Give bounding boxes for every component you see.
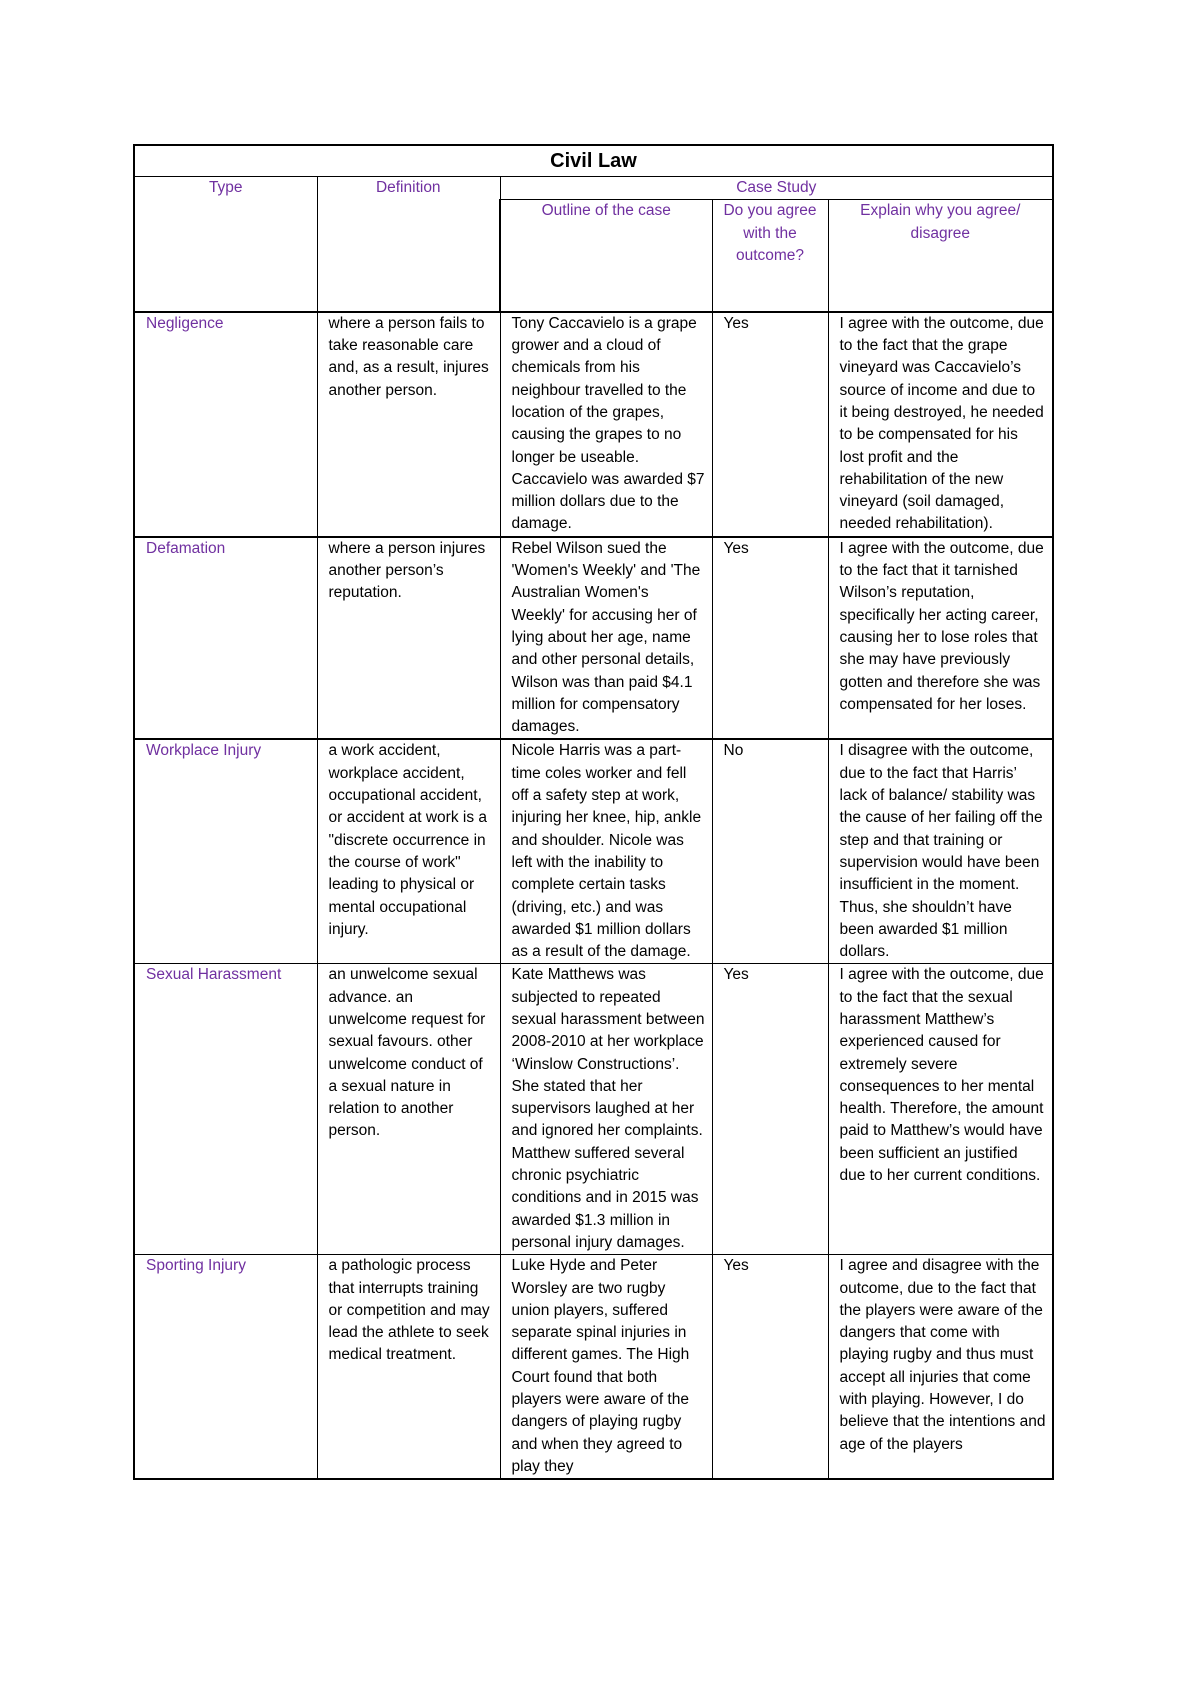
type-cell: Sexual Harassment bbox=[134, 964, 317, 1255]
header-case-study: Case Study bbox=[500, 177, 1053, 200]
table-row bbox=[134, 739, 1053, 963]
type-cell: Workplace Injury bbox=[134, 739, 317, 963]
table-row bbox=[134, 312, 1053, 537]
agree-cell: Yes bbox=[712, 312, 828, 537]
definition-cell: an unwelcome sexual advance. an unwelcome request for sexual favours. other unwelcome conduct of a sexual nature in relation to another person. bbox=[317, 964, 500, 1255]
explain-cell: I agree with the outcome, due to the fact that it tarnished Wilson’s reputation, specifically her acting career, causing her to lose roles that she may have previously gotten and therefore she was compensated for her loses. bbox=[828, 537, 1053, 740]
table-title: Civil Law bbox=[134, 145, 1053, 177]
type-cell: Sporting Injury bbox=[134, 1255, 317, 1479]
outline-cell: Luke Hyde and Peter Worsley are two rugby union players, suffered separate spinal injuries in different games. The High Court found that both players were aware of the dangers of playing rugby and when they agreed to play they bbox=[500, 1255, 712, 1479]
header-explain: Explain why you agree/ disagree bbox=[828, 200, 1053, 312]
explain-cell: I agree and disagree with the outcome, due to the fact that the players were aware of the dangers that come with playing rugby and thus must accept all injuries that come with playing. However, I do believe that the intentions and age of the players bbox=[828, 1255, 1053, 1479]
agree-cell: Yes bbox=[712, 1255, 828, 1479]
definition-cell: where a person injures another person’s reputation. bbox=[317, 537, 500, 740]
explain-cell: I agree with the outcome, due to the fact that the sexual harassment Matthew’s experienced caused for extremely severe consequences to her mental health. Therefore, the amount paid to Matthew’s would have been sufficient an justified due to her current conditions. bbox=[828, 964, 1053, 1255]
table-row bbox=[134, 537, 1053, 740]
header-definition: Definition bbox=[317, 177, 500, 312]
definition-cell: where a person fails to take reasonable care and, as a result, injures another person. bbox=[317, 312, 500, 537]
civil-law-table bbox=[133, 144, 1054, 1480]
outline-cell: Tony Caccavielo is a grape grower and a cloud of chemicals from his neighbour travelled to the location of the grapes, causing the grapes to no longer be useable. Caccavielo was awarded $7 million dollars due to the damage. bbox=[500, 312, 712, 537]
type-cell: Defamation bbox=[134, 537, 317, 740]
definition-cell: a work accident, workplace accident, occupational accident, or accident at work is a "discrete occurrence in the course of work" leading to physical or mental occupational injury. bbox=[317, 739, 500, 963]
agree-cell: Yes bbox=[712, 537, 828, 740]
explain-cell: I agree with the outcome, due to the fact that the grape vineyard was Caccavielo’s source of income and due to it being destroyed, he needed to be compensated for his lost profit and the rehabilitation of the new vineyard (soil damaged, needed rehabilitation). bbox=[828, 312, 1053, 537]
explain-cell: I disagree with the outcome, due to the fact that Harris’ lack of balance/ stability was the cause of her failing off the step and that training or supervision would have been insufficient in the moment. Thus, she shouldn’t have been awarded $1 million dollars. bbox=[828, 739, 1053, 963]
type-cell: Negligence bbox=[134, 312, 317, 537]
outline-cell: Rebel Wilson sued the 'Women's Weekly' and 'The Australian Women's Weekly' for accusing her of lying about her age, name and other personal details, Wilson was than paid $4.1 million for compensatory damages. bbox=[500, 537, 712, 740]
definition-cell: a pathologic process that interrupts training or competition and may lead the athlete to seek medical treatment. bbox=[317, 1255, 500, 1479]
agree-cell: Yes bbox=[712, 964, 828, 1255]
table-row bbox=[134, 1255, 1053, 1479]
agree-cell: No bbox=[712, 739, 828, 963]
header-type: Type bbox=[134, 177, 317, 312]
table-row bbox=[134, 964, 1053, 1255]
header-agree: Do you agree with the outcome? bbox=[712, 200, 828, 312]
outline-cell: Kate Matthews was subjected to repeated sexual harassment between 2008-2010 at her workplace ‘Winslow Constructions’. She stated that her supervisors laughed at her and ignored her complaints. Matthew suffered several chronic psychiatric conditions and in 2015 was awarded $1.3 million in personal injury damages. bbox=[500, 964, 712, 1255]
header-outline: Outline of the case bbox=[500, 200, 712, 312]
outline-cell: Nicole Harris was a part-time coles worker and fell off a safety step at work, injuring her knee, hip, ankle and shoulder. Nicole was left with the inability to complete certain tasks (driving, etc.) and was awarded $1 million dollars as a result of the damage. bbox=[500, 739, 712, 963]
